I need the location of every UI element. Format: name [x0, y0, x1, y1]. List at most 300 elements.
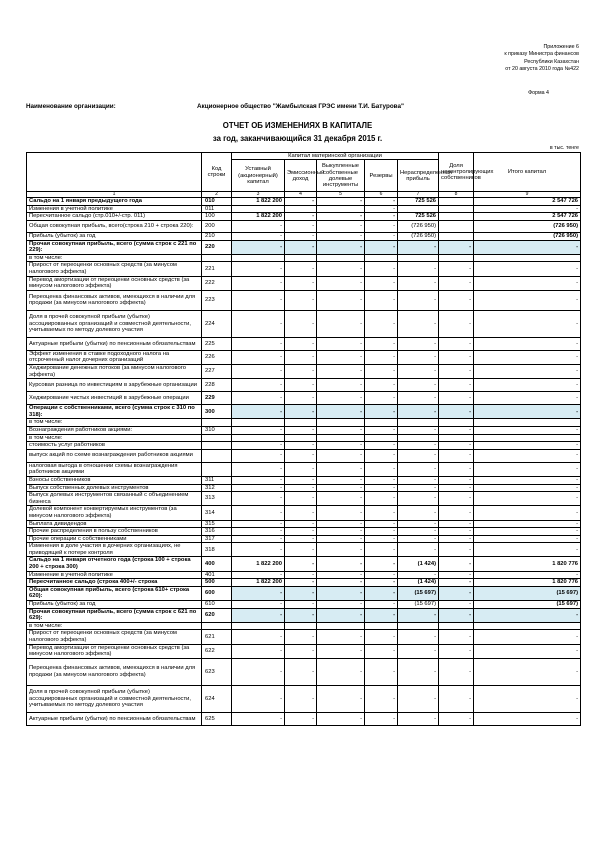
row-label: Доля в прочей совокупной прибыли (убытке) ассоциированных организаций и совместной деятельности, учитываемых по методу долевого участия	[27, 685, 202, 712]
cell-value: -	[232, 535, 285, 543]
cell-value: -	[285, 262, 317, 276]
row-code	[202, 434, 232, 442]
table-row	[27, 240, 581, 254]
cell-value	[439, 254, 474, 262]
row-label: Выпуск долевых инструментов связанный с объединением бизнеса	[27, 492, 202, 506]
table-row	[27, 712, 581, 725]
row-code: 229	[202, 392, 232, 405]
table-row	[27, 442, 581, 450]
cell-value: -	[439, 392, 474, 405]
cell-value: -	[474, 310, 581, 337]
cell-value	[232, 254, 285, 262]
cell-value: -	[317, 586, 365, 600]
table-row	[27, 586, 581, 600]
cell-value: -	[474, 630, 581, 644]
cell-value	[398, 622, 439, 630]
row-label: Прочая совокупная прибыль, всего (сумма строк с 621 по 629):	[27, 608, 202, 622]
cell-value: -	[285, 426, 317, 434]
cell-value: -	[474, 462, 581, 476]
cell-value: -	[365, 262, 398, 276]
table-row	[27, 608, 581, 622]
cell-value: -	[285, 198, 317, 206]
row-label: Прирост от переоценки основных средств (за минусом налогового эффекта)	[27, 262, 202, 276]
cell-value: -	[232, 601, 285, 609]
row-code: 100	[202, 213, 232, 221]
table-row	[27, 213, 581, 221]
cell-value: -	[232, 337, 285, 350]
cell-value: -	[285, 528, 317, 536]
cell-value: -	[474, 476, 581, 484]
row-code: 610	[202, 601, 232, 609]
table-row	[27, 350, 581, 364]
cell-value: -	[398, 426, 439, 434]
row-code: 227	[202, 365, 232, 379]
cell-value	[232, 434, 285, 442]
cell-value: -	[285, 520, 317, 528]
cell-value: -	[317, 528, 365, 536]
cell-value: -	[439, 476, 474, 484]
cell-value: -	[365, 601, 398, 609]
table-row	[27, 579, 581, 587]
cell-value: -	[317, 712, 365, 725]
cell-value: -	[398, 712, 439, 725]
table-row	[27, 492, 581, 506]
cell-value: -	[285, 337, 317, 350]
cell-value: -	[365, 528, 398, 536]
org-label: Наименование организации:	[26, 103, 116, 110]
row-label: Хеджирование денежных потоков (за минусом налогового эффекта)	[27, 365, 202, 379]
cell-value: -	[439, 520, 474, 528]
row-code: 620	[202, 608, 232, 622]
cell-value: -	[398, 442, 439, 450]
table-row	[27, 290, 581, 310]
row-label: в том числе:	[27, 434, 202, 442]
col-number: 8	[439, 192, 474, 198]
cell-value: -	[285, 506, 317, 520]
row-label: Сальдо на 1 января предыдущего года	[27, 198, 202, 206]
row-code: 500	[202, 579, 232, 587]
row-code: 010	[202, 198, 232, 206]
cell-value: -	[439, 644, 474, 658]
cell-value: -	[439, 442, 474, 450]
cell-value	[439, 221, 474, 233]
row-code: 314	[202, 506, 232, 520]
cell-value: -	[232, 442, 285, 450]
table-row	[27, 337, 581, 350]
cell-value: -	[439, 240, 474, 254]
table-row	[27, 379, 581, 392]
table-row	[27, 506, 581, 520]
cell-value: -	[232, 492, 285, 506]
cell-value: -	[317, 442, 365, 450]
cell-value: -	[317, 213, 365, 221]
cell-value: 1 822 200	[232, 198, 285, 206]
cell-value: -	[285, 484, 317, 492]
cell-value: -	[285, 535, 317, 543]
col-number: 6	[365, 192, 398, 198]
cell-value: -	[365, 506, 398, 520]
table-row	[27, 528, 581, 536]
row-label: стоимость услуг работников	[27, 442, 202, 450]
cell-value: -	[474, 365, 581, 379]
cell-value: -	[317, 198, 365, 206]
cell-value: -	[232, 608, 285, 622]
cell-value: -	[317, 426, 365, 434]
table-row	[27, 557, 581, 571]
row-code: 224	[202, 310, 232, 337]
row-label: Взносы собственников	[27, 476, 202, 484]
cell-value: 1 822 200	[232, 213, 285, 221]
table-row	[27, 254, 581, 262]
cell-value	[365, 419, 398, 427]
cell-value: -	[232, 586, 285, 600]
row-label: Актуарные прибыли (убытки) по пенсионным обязательствам	[27, 337, 202, 350]
cell-value: -	[317, 262, 365, 276]
cell-value	[398, 419, 439, 427]
cell-value: -	[474, 392, 581, 405]
cell-value	[232, 419, 285, 427]
cell-value: -	[232, 426, 285, 434]
header-retained: Нераспределенная прибыль	[398, 160, 439, 192]
cell-value: -	[474, 426, 581, 434]
cell-value	[439, 205, 474, 213]
cell-value: -	[398, 240, 439, 254]
table-row	[27, 622, 581, 630]
row-code: 315	[202, 520, 232, 528]
cell-value: -	[474, 449, 581, 462]
row-code	[202, 462, 232, 476]
cell-value: -	[365, 240, 398, 254]
appendix-line: Республики Казахстан	[524, 58, 579, 65]
row-label: Эффект изменения в ставке подоходного налога на отсроченный налог дочерних организаций	[27, 350, 202, 364]
cell-value: -	[317, 579, 365, 587]
cell-value: -	[285, 644, 317, 658]
cell-value: -	[317, 520, 365, 528]
col-number: 5	[317, 192, 365, 198]
cell-value: -	[285, 233, 317, 241]
row-code	[202, 419, 232, 427]
table-row	[27, 233, 581, 241]
row-code: 311	[202, 476, 232, 484]
row-label: Прирост от переоценки основных средств (за минусом налогового эффекта)	[27, 630, 202, 644]
row-label: Прочие операции с собственниками	[27, 535, 202, 543]
cell-value: -	[285, 290, 317, 310]
table-row	[27, 310, 581, 337]
appendix-line: Приложение 6	[543, 44, 579, 50]
row-label: выпуск акций по схеме вознаграждения работников акциями	[27, 449, 202, 462]
cell-value: -	[398, 276, 439, 290]
row-code	[202, 442, 232, 450]
table-row	[27, 571, 581, 579]
cell-value: -	[365, 365, 398, 379]
table-row	[27, 276, 581, 290]
col-number: 3	[232, 192, 285, 198]
cell-value: -	[398, 449, 439, 462]
row-code: 317	[202, 535, 232, 543]
cell-value: -	[398, 290, 439, 310]
cell-value: -	[474, 712, 581, 725]
row-code: 300	[202, 405, 232, 419]
cell-value: -	[439, 449, 474, 462]
cell-value: -	[232, 310, 285, 337]
cell-value: -	[365, 392, 398, 405]
cell-value: -	[285, 240, 317, 254]
cell-value: -	[474, 262, 581, 276]
cell-value: -	[474, 442, 581, 450]
cell-value	[317, 205, 365, 213]
table-row	[27, 476, 581, 484]
cell-value: -	[365, 213, 398, 221]
cell-value: 725 526	[398, 213, 439, 221]
row-label: в том числе:	[27, 254, 202, 262]
cell-value: -	[474, 337, 581, 350]
cell-value	[439, 198, 474, 206]
cell-value: -	[317, 233, 365, 241]
cell-value: -	[474, 240, 581, 254]
row-label: Операции с собственниками, всего (сумма строк с 310 по 318):	[27, 405, 202, 419]
cell-value: -	[317, 658, 365, 685]
cell-value: -	[439, 528, 474, 536]
cell-value: 1 822 200	[232, 579, 285, 587]
cell-value: -	[474, 685, 581, 712]
cell-value: -	[317, 557, 365, 571]
cell-value: -	[317, 506, 365, 520]
row-label: Общая совокупная прибыль, всего(строка 210 + строка 220):	[27, 221, 202, 233]
cell-value: -	[232, 506, 285, 520]
cell-value: -	[365, 221, 398, 233]
cell-value: -	[365, 276, 398, 290]
cell-value: -	[474, 644, 581, 658]
cell-value: -	[285, 685, 317, 712]
cell-value: -	[232, 571, 285, 579]
row-label: Прочая совокупная прибыль, всего (сумма строк с 221 по 229):	[27, 240, 202, 254]
cell-value: (726 950)	[398, 221, 439, 233]
cell-value: -	[398, 310, 439, 337]
cell-value: -	[232, 233, 285, 241]
cell-value: -	[285, 213, 317, 221]
cell-value: -	[474, 528, 581, 536]
report-subtitle: за год, заканчивающийся 31 декабря 2015 г.	[212, 134, 383, 143]
cell-value	[439, 233, 474, 241]
cell-value: -	[474, 205, 581, 213]
table-row	[27, 262, 581, 276]
cell-value: -	[232, 262, 285, 276]
cell-value	[474, 419, 581, 427]
cell-value: -	[285, 586, 317, 600]
row-label: Переоценка финансовых активов, имеющихся в наличии для продажи (за минусом налогового эффекта)	[27, 290, 202, 310]
cell-value	[317, 419, 365, 427]
cell-value: -	[398, 630, 439, 644]
row-code: 011	[202, 205, 232, 213]
cell-value: -	[317, 476, 365, 484]
row-label: Сальдо на 1 января отчетного года (строка 100 + строка 200 + строка 300)	[27, 557, 202, 571]
cell-value: -	[285, 712, 317, 725]
cell-value: -	[232, 630, 285, 644]
cell-value: -	[317, 484, 365, 492]
table-row	[27, 426, 581, 434]
header-total: Итого капитал	[474, 153, 581, 192]
cell-value: -	[439, 262, 474, 276]
cell-value: (15 697)	[398, 586, 439, 600]
cell-value: -	[365, 644, 398, 658]
row-label: Переоценка финансовых активов, имеющихся в наличии для продажи (за минусом налогового эффекта)	[27, 658, 202, 685]
cell-value: -	[317, 221, 365, 233]
cell-value: -	[474, 405, 581, 419]
cell-value: -	[317, 337, 365, 350]
cell-value: -	[232, 712, 285, 725]
col-number: 7	[398, 192, 439, 198]
cell-value: -	[474, 608, 581, 622]
cell-value: -	[317, 608, 365, 622]
cell-value: -	[398, 535, 439, 543]
org-name: Акционерное общество "Жамбылская ГРЭС имени Т.И. Батурова"	[197, 103, 404, 110]
cell-value: -	[365, 426, 398, 434]
cell-value: -	[439, 601, 474, 609]
cell-value: -	[439, 608, 474, 622]
cell-value: -	[285, 571, 317, 579]
cell-value: -	[232, 449, 285, 462]
cell-value: -	[317, 290, 365, 310]
row-code	[202, 449, 232, 462]
cell-value: -	[439, 586, 474, 600]
cell-value: 1 820 776	[474, 579, 581, 587]
row-label: Хеджирование чистых инвестиций в зарубежные операции	[27, 392, 202, 405]
cell-value: -	[365, 198, 398, 206]
cell-value	[317, 254, 365, 262]
cell-value: -	[365, 630, 398, 644]
cell-value: -	[232, 350, 285, 364]
cell-value	[439, 419, 474, 427]
row-code	[202, 254, 232, 262]
cell-value: -	[398, 379, 439, 392]
units-note: в тыс. тенге	[549, 145, 579, 151]
cell-value: (726 950)	[474, 221, 581, 233]
cell-value: -	[365, 442, 398, 450]
cell-value	[474, 254, 581, 262]
cell-value: -	[439, 462, 474, 476]
row-code	[202, 622, 232, 630]
cell-value	[365, 254, 398, 262]
cell-value	[365, 434, 398, 442]
cell-value: -	[365, 520, 398, 528]
header-noncontrolling: Доля неконтролирующих собственников	[439, 153, 474, 192]
row-code: 622	[202, 644, 232, 658]
cell-value: -	[398, 658, 439, 685]
cell-value: -	[365, 310, 398, 337]
cell-value: -	[317, 276, 365, 290]
cell-value: -	[439, 557, 474, 571]
cell-value: -	[398, 365, 439, 379]
row-label: Изменение в учетной политике	[27, 571, 202, 579]
cell-value: -	[285, 492, 317, 506]
col-number: 2	[202, 192, 232, 198]
cell-value: -	[232, 685, 285, 712]
cell-value	[317, 434, 365, 442]
cell-value	[398, 254, 439, 262]
row-code: 223	[202, 290, 232, 310]
cell-value: -	[439, 276, 474, 290]
cell-value: -	[398, 492, 439, 506]
cell-value: -	[232, 240, 285, 254]
cell-value: -	[232, 405, 285, 419]
appendix-line: к приказу Министра финансов	[504, 51, 579, 58]
cell-value: -	[317, 685, 365, 712]
cell-value: -	[398, 484, 439, 492]
table-row	[27, 658, 581, 685]
cell-value	[365, 622, 398, 630]
row-label: Вознаграждения работников акциями:	[27, 426, 202, 434]
cell-value: -	[285, 379, 317, 392]
cell-value	[285, 434, 317, 442]
cell-value: -	[474, 379, 581, 392]
row-code: 313	[202, 492, 232, 506]
cell-value: -	[285, 442, 317, 450]
table-row	[27, 221, 581, 233]
row-code: 621	[202, 630, 232, 644]
appendix-note	[379, 44, 579, 74]
row-label: Прибыль (убыток) за год	[27, 601, 202, 609]
cell-value: -	[232, 484, 285, 492]
cell-value: -	[439, 543, 474, 557]
cell-value: (15 697)	[474, 601, 581, 609]
cell-value: -	[439, 290, 474, 310]
cell-value: 2 547 726	[474, 198, 581, 206]
row-label: Прибыль (убыток) за год	[27, 233, 202, 241]
cell-value: -	[365, 579, 398, 587]
table-row	[27, 535, 581, 543]
table-row	[27, 392, 581, 405]
cell-value: (726 950)	[474, 233, 581, 241]
cell-value: -	[232, 290, 285, 310]
row-code: 312	[202, 484, 232, 492]
cell-value	[285, 254, 317, 262]
cell-value: -	[232, 476, 285, 484]
cell-value: -	[365, 233, 398, 241]
cell-value	[317, 622, 365, 630]
row-label: Выпуск собственных долевых инструментов	[27, 484, 202, 492]
row-label: Перевод амортизации от переоценки основных средств (за минусом налогового эффекта)	[27, 276, 202, 290]
cell-value: -	[398, 462, 439, 476]
cell-value: -	[365, 712, 398, 725]
cell-value	[439, 622, 474, 630]
cell-value: (1 424)	[398, 579, 439, 587]
header-share-premium: Эмиссионный доход	[285, 160, 317, 192]
cell-value: -	[365, 205, 398, 213]
cell-value	[398, 434, 439, 442]
cell-value: -	[317, 535, 365, 543]
cell-value: -	[285, 543, 317, 557]
cell-value: (726 950)	[398, 233, 439, 241]
cell-value: -	[474, 658, 581, 685]
cell-value: -	[317, 644, 365, 658]
cell-value: -	[317, 392, 365, 405]
table-row	[27, 462, 581, 476]
cell-value: -	[317, 449, 365, 462]
row-code: 623	[202, 658, 232, 685]
header-code: Код строки	[202, 153, 232, 192]
col-number: 4	[285, 192, 317, 198]
row-label: Общая совокупная прибыль, всего (строка 610+ строка 620):	[27, 586, 202, 600]
cell-value: -	[398, 520, 439, 528]
row-code: 200	[202, 221, 232, 233]
cell-value: (15 697)	[398, 601, 439, 609]
cell-value: -	[398, 506, 439, 520]
cell-value	[285, 419, 317, 427]
appendix-line: от 20 августа 2010 года №422	[505, 66, 579, 73]
table-row	[27, 205, 581, 213]
cell-value: -	[232, 365, 285, 379]
row-label: Перевод амортизации от переоценки основных средств (за минусом налогового эффекта)	[27, 644, 202, 658]
